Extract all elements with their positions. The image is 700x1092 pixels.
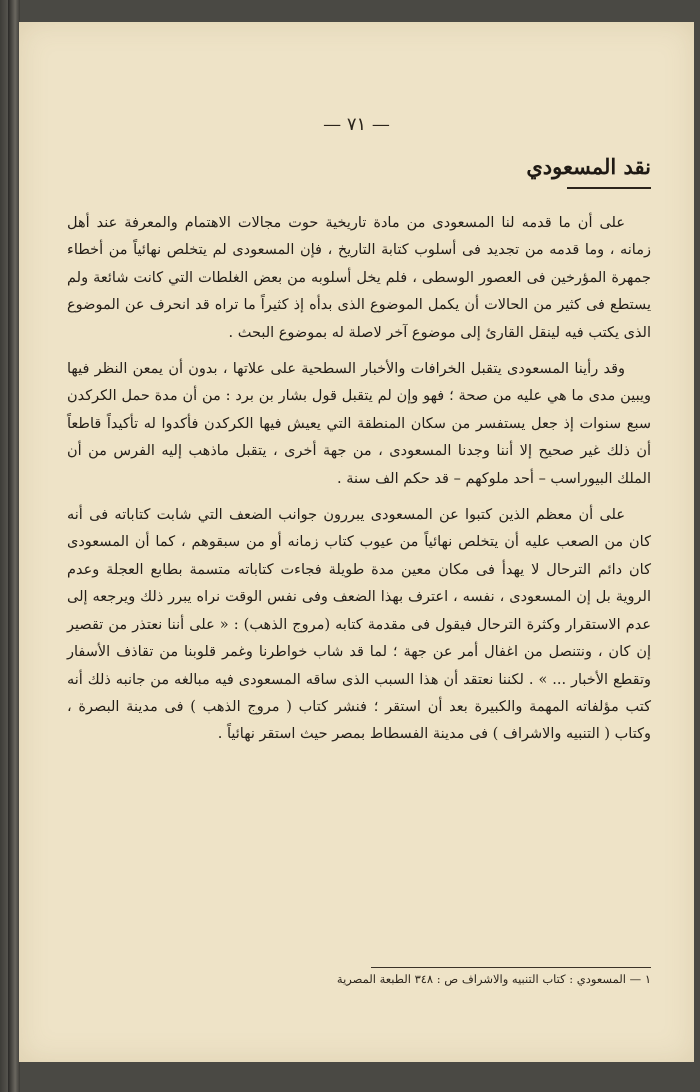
footnote-divider	[371, 967, 651, 968]
body-text	[67, 210, 651, 758]
paragraph: وقد رأينا المسعودى يتقبل الخرافات والأخبار السطحية على علاتها ، بدون أن يمعن النظر فيها ويبين مدى ما هي عليه من صحة ؛ فهو وإن لم يتقبل قول بشار بن برد : من أن مدة حمل الكركدن سبع سنوات إذ جعل يستفسر من سكان المنطقة التي يعيش فيها الكركدن فأكدوا له تأكيداً قاطعاً أن ذلك غير صحيح إلا أننا وجدنا المسعودى ، من جهة أخرى ، يتقبل ماذهب إليه الفرس من أن الملك البيوراسب – أحد ملوكهم – قد حكم الف سنة .	[67, 361, 651, 487]
footnote: ١ — المسعودي : كتاب التنبيه والاشراف ص : ٣٤٨ الطبعة المصرية	[336, 972, 651, 986]
page-number: — ٧١ —	[323, 114, 390, 135]
book-page	[19, 22, 694, 1062]
title-underline	[567, 187, 651, 189]
section-title: نقد المسعودي	[526, 154, 651, 179]
paragraph: على أن معظم الذين كتبوا عن المسعودى يبررون جوانب الضعف التي شابت كتاباته فى أنه كان من الصعب عليه أن يتخلص نهائياً من عيوب كتاب زمانه أو من سبقوهم ، كما أن المسعودى كان دائم الترحال لا يهدأ فى مكان معين مدة طويلة فجاءت كتاباته متسمة بطابع العجلة وعدم الروية بل إن المسعودى ، نفسه ، اعترف بهذا الضعف وفى نفس الوقت نراه يبرر ذلك ويرجعه إلى عدم الاستقرار وكثرة الترحال فيقول فى مقدمة كتابه (مروج الذهب) : « على أننا نعتذر من تقصير إن كان ، ونتنصل من اغفال أمر عن جهة ؛ لما قد شاب خواطرنا وغمر قلوبنا من تقاذف الأسفار وتقطع الأخبار ... » . لكننا نعتقد أن هذا السبب الذى ساقه المسعودى فيه مبالغه من جانبه ذلك أنه كتب مؤلفاته المهمة والكبيرة بعد أن استقر ؛ فنشر كتاب ( مروج الذهب ) فى مدينة البصرة ، وكتاب ( التنبيه والاشراف ) فى مدينة الفسطاط بمصر حيث استقر نهائياً .	[67, 507, 651, 743]
paragraph: على أن ما قدمه لنا المسعودى من مادة تاريخية حوت مجالات الاهتمام والمعرفة عند أهل زمانه ، وما قدمه من تجديد فى أسلوب كتابة التاريخ ، فإن المسعودى لم يتخلص نهائياً من أخطاء جمهرة المؤرخين فى العصور الوسطى ، فلم يخل أسلوبه من بعض الغلطات التي كانت شائعة ولم يستطع فى كثير من الحالات أن يكمل الموضوع الذى بدأه إذ كثيراً ما تراه قد انحرف عن الموضوع الذى يكتب فيه لينقل القارئ إلى موضوع آخر لاصلة له بموضوع البحث .	[67, 215, 651, 341]
